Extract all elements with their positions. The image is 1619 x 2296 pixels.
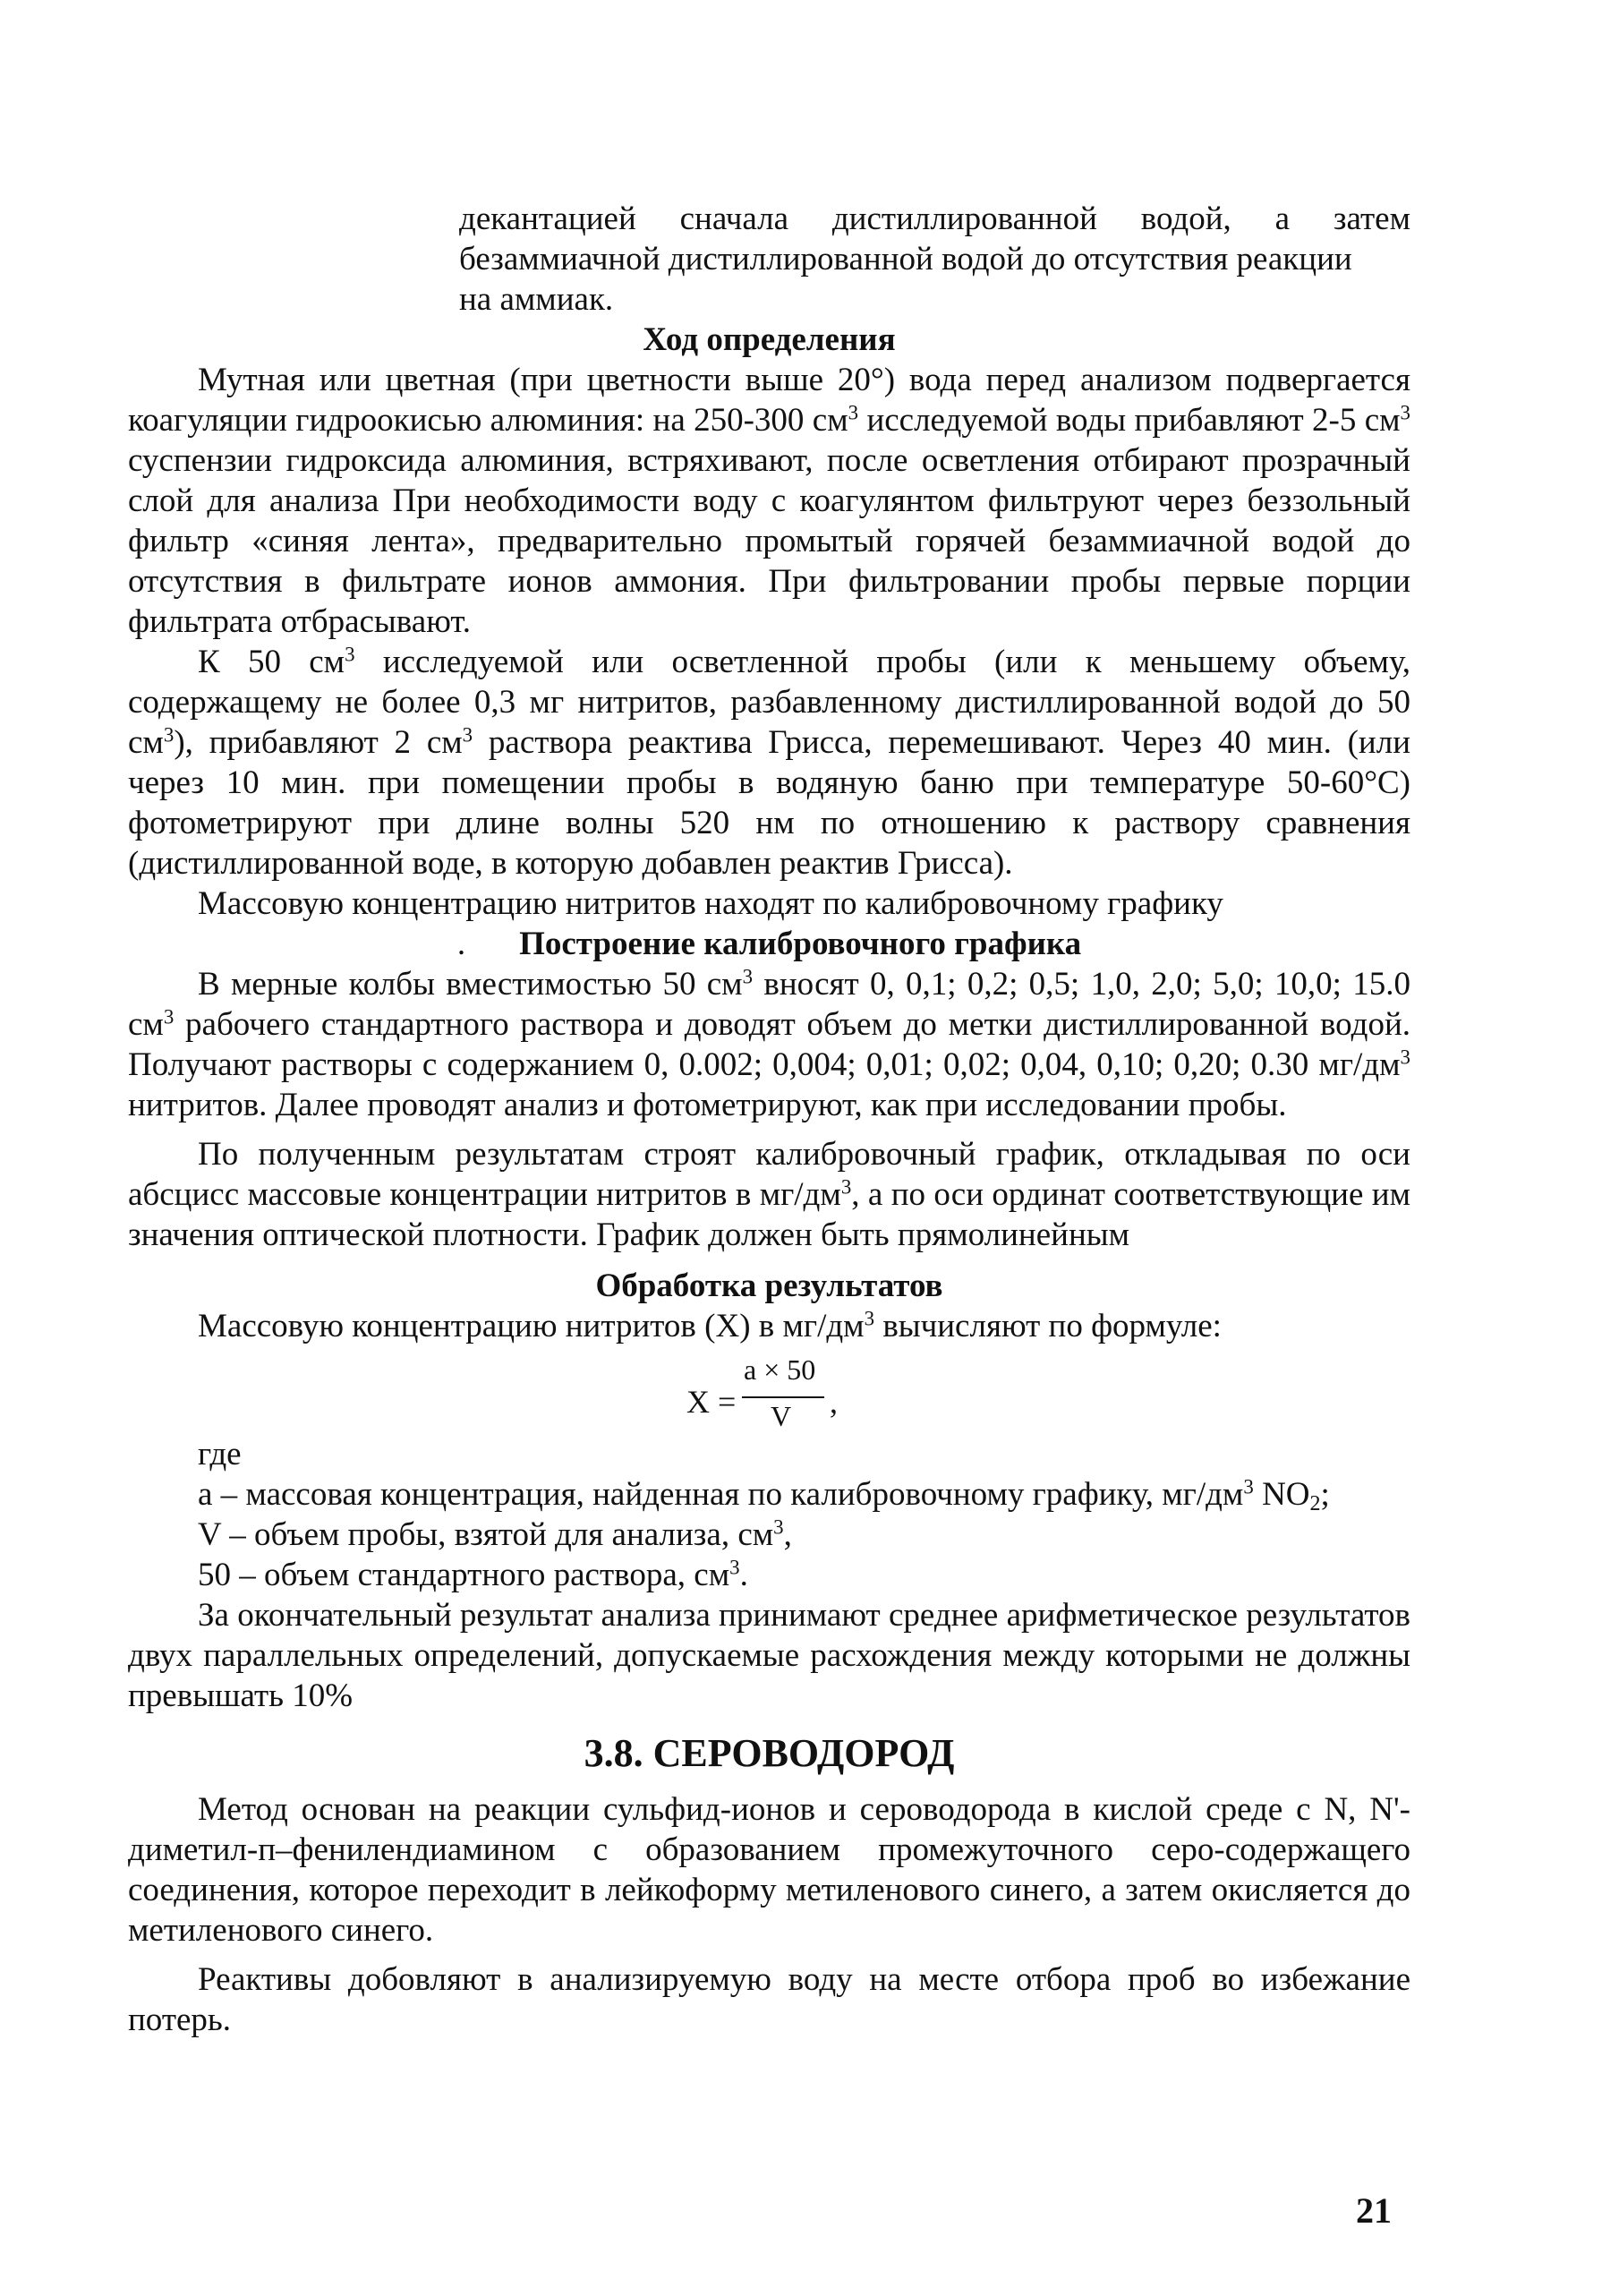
definition-50: 50 – объем стандартного раствора, $см^3$. bbox=[198, 1556, 748, 1593]
paragraph-graph: По полученным результатам строят калибровочный график, откладывая по оси абсцисс массовые концентрации нитритов в $мг/дм^3$, а по оси ординат соответствующие им значения оптической плотности. График должен быть прямолинейным bbox=[128, 1136, 1410, 1253]
paragraph-coagulation: Мутная или цветная (при цветности выше 20°) вода перед анализом подвергается коагуляции гидроокисью алюминия: на 250-300 $см^3$ исследуемой воды прибавляют 2-5 $см^3$ суспензии гидроксида алюминия, встряхивают, после осветления отбирают прозрачный слой для анализа При необходимости воду с коагулянтом фильтруют через беззольный фильтр «синяя лента», предварительно промытый горячей безаммиачной водой до отсутствия в фильтрате ионов аммония. При фильтровании пробы первые порции фильтрата отбрасывают. bbox=[128, 362, 1410, 640]
intro-line-2: безаммиачной дистиллированной водой до отсутствия реакции bbox=[459, 241, 1352, 277]
paragraph-calibration-ref: Массовую концентрацию нитритов находят по калибровочному графику bbox=[198, 885, 1223, 922]
where-label: где bbox=[198, 1436, 242, 1472]
stray-dot: . bbox=[456, 926, 466, 962]
formula-denominator: V bbox=[771, 1400, 792, 1432]
section-title: 3.8. СЕРОВОДОРОД bbox=[584, 1731, 955, 1775]
formula-lhs: X = bbox=[686, 1384, 737, 1420]
formula-comma: , bbox=[830, 1384, 838, 1420]
heading-results: Обработка результатов bbox=[595, 1267, 943, 1304]
definition-v: V – объем пробы, взятой для анализа, $см^3$, bbox=[198, 1515, 792, 1553]
paragraph-final-result: За окончательный результат анализа принимают среднее арифметическое результатов двух параллельных определений, допускаемые расхождения между которыми не должны превышать 10% bbox=[128, 1597, 1410, 1714]
intro-line-3: на аммиак. bbox=[459, 281, 614, 318]
paragraph-griess: К 50 $см^3$ исследуемой или осветленной пробы (или к меньшему объему, содержащему не более 0,3 мг нитритов, разбавленному дистиллированной водой до 50 $см^3$), прибавляют 2 $см^3$ раствора реактива Грисса, перемешивают. Через 40 мин. (или через 10 мин. при помещении пробы в водяную баню при температуре 50-60°С) фотометрируют при длине волны 520 нм по отношению к раствору сравнения (дистиллированной воде, в которую добавлен реактив Грисса). bbox=[128, 643, 1411, 882]
paragraph-flasks: В мерные колбы вместимостью 50 $см^3$ вносят 0, 0,1; 0,2; 0,5; 1,0, 2,0; 5,0; 10,0; 15.0 $см^3$ рабочего стандартного раствора и доводят объем до метки дистиллированной водой. Получают растворы с содержанием 0, 0.002; 0,004; 0,01; 0,02; 0,04, 0,10; 0,20; 0.30 $мг/дм^3$ нитритов. Далее проводят анализ и фотометрируют, как при исследовании пробы. bbox=[128, 965, 1411, 1123]
heading-calibration: . Построение калибровочного графика bbox=[456, 926, 1082, 962]
formula bbox=[128, 1348, 1410, 1434]
intro-line-1: декантацией сначала дистиллированной водой, а затем bbox=[459, 201, 1410, 237]
paragraph-reagents: Реактивы добовляют в анализируемую воду на месте отбора проб во избежание потерь. bbox=[128, 1961, 1410, 2038]
paragraph-method: Метод основан на реакции сульфид-ионов и сероводорода в кислой среде с N, N'-диметил-п–фенилендиамином с образованием промежуточного серо-содержащего соединения, которое переходит в лейкоформу метиленового синего, а затем окисляется до метиленового синего. bbox=[128, 1791, 1410, 1949]
paragraph-formula-intro: Массовую концентрацию нитритов (X) в $мг/дм^3$ вычисляют по формуле: bbox=[198, 1307, 1222, 1344]
definition-a: а – массовая концентрация, найденная по калибровочному графику, $мг/дм^3$ $NO_2$; bbox=[198, 1475, 1330, 1515]
page-number: 21 bbox=[1356, 2190, 1392, 2231]
text-column bbox=[128, 199, 1410, 2040]
heading-procedure: Ход определения bbox=[643, 321, 896, 358]
formula-numerator: a × 50 bbox=[744, 1353, 816, 1386]
intro-paragraph bbox=[459, 199, 1410, 320]
